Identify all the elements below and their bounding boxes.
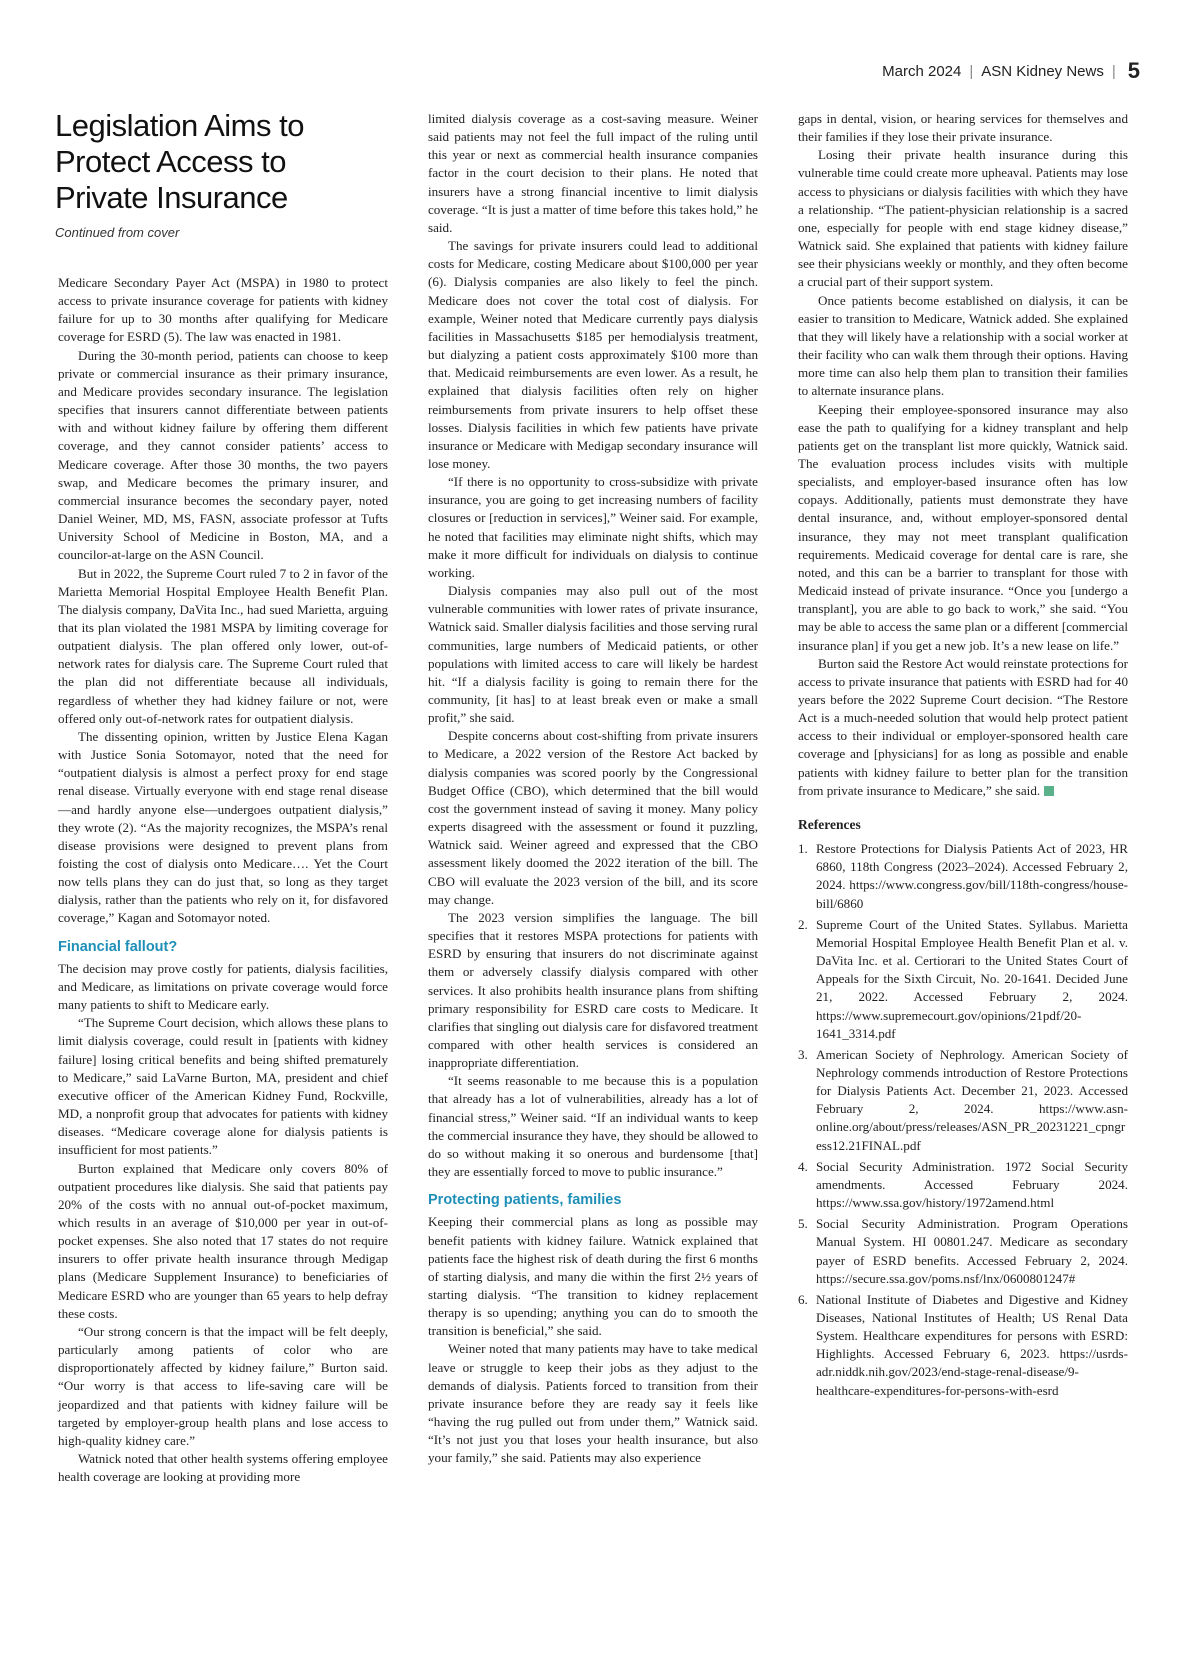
paragraph: “If there is no opportunity to cross-subsidize with private insurance, you are going to get increasing numbers of facility closures or [reduction in services],” Weiner said. For example, he noted that facilities may eliminate night shifts, which may make it more difficult for individuals on dialysis to continue working. — [428, 474, 758, 580]
paragraph: Losing their private health insurance during this vulnerable time could create more upheaval. Patients may lose access to physicians or dialysis facilities with which they have a relationship. “The patient-physician relationship is a sacred one, especially for people with end stage kidney disease,” Watnick said. She explained that patients with kidney failure see their physicians weekly or monthly, and they often become a crucial part of their support system. — [798, 147, 1128, 290]
reference-number: 3. — [798, 1046, 808, 1062]
paragraph: “Our strong concern is that the impact will be felt deeply, particularly among patients of color who are disproportionately affected by kidney failure,” Burton said. “Our worry is that access to life-saving care will be jeopardized and that patients with kidney failure will be targeted by employer-group health plans and lose access to high-quality kidney care.” — [58, 1323, 388, 1448]
reference-text: Restore Protections for Dialysis Patients Act of 2023, HR 6860, 118th Congress (2023–2024). Accessed February 2, 2024. https://www.congress.gov/bill/118th-congress/house-bill/6860 — [816, 841, 1128, 911]
column-3 — [798, 110, 1128, 1403]
header-separator: | — [969, 62, 974, 80]
paragraph: Keeping their employee-sponsored insurance may also ease the path to qualifying for a kidney transplant and help patients get on the transplant list more quickly, Watnick said. The evaluation process includes visits with multiple specialists, and employer-based insurance often has low copays. Additionally, patients must demonstrate they have dental insurance, and, without employer-sponsored dental insurance, they may not meet transplant qualification requirements. Medicaid coverage for dental care is rare, she noted, and this can be a barrier to transplant for those with Medicaid instead of private insurance. “Once you [undergo a transplant], you are able to go back to work,” she said. “You may be able to access the same plan or a different [commercial insurance plan] if you get a new job. It’s a new lease on life.” — [798, 401, 1128, 653]
paragraph: During the 30-month period, patients can choose to keep private or commercial insurance as their primary insurance, and Medicare provides secondary insurance. The legislation specifies that insurers cannot differentiate between patients with and without kidney failure by offering them different coverage, and they cannot consider patients’ access to Medicare coverage. After those 30 months, the two payers swap, and Medicare becomes the primary insurer, and commercial insurance becomes the secondary payer, noted Daniel Weiner, MD, MS, FASN, associate professor at Tufts University School of Medicine in Boston, MA, and a councilor-at-large on the ASN Council. — [58, 347, 388, 563]
reference-item — [798, 1215, 1128, 1288]
reference-number: 6. — [798, 1291, 808, 1307]
references-list — [798, 840, 1128, 1400]
paragraph: The savings for private insurers could lead to additional costs for Medicare, costing Medicare about $100,000 per year (6). Dialysis companies are also likely to feel the pinch. Medicare does not cover the total cost of dialysis. For example, Weiner noted that Medicare currently pays dialysis facilities in Massachusetts $185 per hemodialysis treatment, but dialyzing a patient costs approximately $100 more than that. Medicaid reimbursements are even lower. As a result, he explained that dialysis facilities often rely on higher reimbursements from private insurers to help offset these losses. Dialysis facilities in which few patients have private insurance or Medicare with Medigap secondary insurance will lose money. — [428, 238, 758, 471]
article-title: Legislation Aims to Protect Access to Private Insurance — [55, 108, 304, 215]
reference-item — [798, 840, 1128, 913]
reference-item — [798, 1291, 1128, 1400]
section-heading-financial-fallout: Financial fallout? — [58, 938, 178, 955]
header-separator: | — [1111, 62, 1116, 80]
reference-number: 4. — [798, 1158, 808, 1174]
paragraph: But in 2022, the Supreme Court ruled 7 to 2 in favor of the Marietta Memorial Hospital Employee Health Benefit Plan. The dialysis company, DaVita Inc., had sued Marietta, arguing that its plan violated the 1981 MSPA by limiting coverage for outpatient dialysis. The plan offered only lower, out-of-network rates for dialysis care. The Supreme Court ruled that the plan did not differentiate because all individuals, regardless of whether they had kidney failure or not, were offered only out-of-network rates for outpatient dialysis. — [58, 565, 388, 726]
publication-name: ASN Kidney News — [981, 62, 1104, 80]
paragraph: Despite concerns about cost-shifting from private insurers to Medicare, a 2022 version of the Restore Act backed by dialysis companies was scored poorly by the Congressional Budget Office (CBO), which determined that the bill would cost the government instead of saving it money. Many policy experts disagreed with the assessment or found it puzzling, Watnick said. Weiner agreed and expressed that the CBO assessment likely doomed the 2022 iteration of the bill. The CBO will evaluate the 2023 version of the bill, and its score may change. — [428, 728, 758, 907]
reference-number: 1. — [798, 841, 808, 857]
paragraph: The dissenting opinion, written by Justice Elena Kagan with Justice Sonia Sotomayor, noted that the need for “outpatient dialysis is almost a perfect proxy for end stage renal disease. Virtually everyone with end stage renal disease—and hardly anyone else—undergoes outpatient dialysis,” they wrote (2). “As the majority recognizes, the MSPA’s renal disease provisions were designed to prevent plans from foisting the cost of dialysis onto Medicare…. Yet the Court now tells plans they can do just that, so long as they target dialysis, rather than the patients who rely on it, for disfavored coverage,” Kagan and Sotomayor noted. — [58, 728, 388, 926]
paragraph: limited dialysis coverage as a cost-saving measure. Weiner said patients may not feel the full impact of the ruling until this year or next as commercial health insurance companies factor in the court decision to their plans. He noted that insurers have a strong financial incentive to limit dialysis coverage. “It is just a matter of time before this takes hold,” he said. — [428, 111, 758, 235]
paragraph: Dialysis companies may also pull out of the most vulnerable communities with lower rates of private insurance, Watnick said. Smaller dialysis facilities and those serving rural communities, large numbers of Medicaid patients, or other populations with limited access to care will likely be hardest hit. “If a dialysis facility is going to remain there for the community, [it has] to at least break even or make a small profit,” she said. — [428, 583, 758, 726]
paragraph: Medicare Secondary Payer Act (MSPA) in 1980 to protect access to private insurance coverage for patients with kidney failure for up to 30 months after qualifying for Medicare coverage for ESRD (5). The law was enacted in 1981. — [58, 275, 388, 345]
reference-item — [798, 1046, 1128, 1155]
reference-text: National Institute of Diabetes and Digestive and Kidney Diseases, National Institutes of Health; US Renal Data System. Healthcare expenditures for persons with ESRD: Highlights. Accessed February 6, 2023. https://usrds-adr.niddk.nih.gov/2023/end-stage-renal-disease/9-healthcare-expenditures-for-persons-with-esrd — [816, 1291, 1128, 1398]
issue-date: March 2024 — [882, 62, 962, 80]
continued-note: Continued from cover — [55, 225, 180, 240]
reference-text: Social Security Administration. 1972 Social Security amendments. Accessed February 2024. https://www.ssa.gov/history/1972amend.html — [816, 1158, 1128, 1211]
reference-number: 5. — [798, 1216, 808, 1232]
page-number: 5 — [1127, 58, 1140, 83]
column-1 — [58, 274, 388, 1486]
paragraph-final — [798, 655, 1128, 800]
reference-text: Supreme Court of the United States. Syllabus. Marietta Memorial Hospital Employee Health Benefit Plan et al. v. DaVita Inc. et al. Certiorari to the United States Court of Appeals for the Sixth Circuit, No. 20-1641. Decided June 21, 2022. Accessed February 2, 2024. https://www.supremecourt.gov/opinions/21pdf/20-1641_3314.pdf — [816, 916, 1128, 1041]
paragraph: Burton explained that Medicare only covers 80% of outpatient procedures like dialysis. She said that patients pay 20% of the costs with no annual out-of-pocket maximum, which results in an average of $10,000 per year in out-of-pocket expenses. She also noted that 17 states do not require insurers to offer private health insurance through Medigap plans (Medicare Supplement Insurance) to beneficiaries of Medicare ESRD who are younger than 65 years to help defray these costs. — [58, 1160, 388, 1321]
paragraph: “The Supreme Court decision, which allows these plans to limit dialysis coverage, could result in [patients with kidney failure] losing critical benefits and being shifted prematurely to Medicare,” said LaVarne Burton, MA, president and chief executive officer of the American Kidney Fund, Rockville, MD, a nonprofit group that advocates for patients with kidney diseases. “Medicare coverage alone for dialysis patients is insufficient for most patients.” — [58, 1015, 388, 1158]
reference-item — [798, 1158, 1128, 1212]
end-mark-icon — [1044, 786, 1054, 796]
paragraph: The 2023 version simplifies the language. The bill specifies that it restores MSPA protections for patients with ESRD by ensuring that insurers do not discriminate against them or adversely classify dialysis compared with other services. It also prohibits health insurance plans from shifting primary responsibility for ESRD care costs to Medicare. It clarifies that singling out dialysis care for disfavored treatment compared with other health services is considered an inappropriate differentiation. — [428, 909, 758, 1071]
column-2 — [428, 110, 758, 1468]
reference-text: Social Security Administration. Program Operations Manual System. HI 00801.247. Medicare as secondary payer of ESRD benefits. Accessed February 2, 2024. https://secure.ssa.gov/poms.nsf/lnx/0600801247# — [816, 1216, 1128, 1286]
paragraph: Once patients become established on dialysis, it can be easier to transition to Medicare, Watnick added. She explained that they will likely have a relationship with a social worker at their facility who can walk them through their options. Having more time can also help them plan to transition their families to alternate insurance plans. — [798, 292, 1128, 399]
reference-number: 2. — [798, 916, 808, 932]
references-heading: References — [798, 816, 861, 832]
paragraph: “It seems reasonable to me because this is a population that already has a lot of vulnerabilities, already has a lot of financial stress,” Weiner said. “If an individual wants to keep the commercial insurance they have, they should be allowed to do so without making it so onerous and burdensome [that] they are essentially forced to move to public insurance.” — [428, 1073, 758, 1180]
paragraph-text: Burton said the Restore Act would reinstate protections for access to private insurance that patients with ESRD had for 40 years before the 2022 Supreme Court decision. “The Restore Act is a much-needed solution that would help protect patient access to their individual or employer-sponsored health care coverage and [physicians] for as long as possible and enable patients with kidney failure to better plan for the transition from private insurance to Medicare,” she said. — [798, 655, 1128, 798]
reference-text: American Society of Nephrology. American Society of Nephrology commends introduction of Restore Protections for Dialysis Patients Act. December 21, 2023. Accessed February 2, 2024. https://www.asn-online.org/about/press/releases/ASN_PR_20231221_cpngress12.21FINAL.pdf — [816, 1046, 1128, 1153]
paragraph: The decision may prove costly for patients, dialysis facilities, and Medicare, as limitations on private coverage would force many patients to shift to Medicare early. — [58, 960, 388, 1013]
paragraph: Keeping their commercial plans as long as possible may benefit patients with kidney failure. Watnick explained that patients face the highest risk of death during the first 6 months of starting dialysis, and many die within the first 2½ years of starting dialysis. “The transition to kidney replacement therapy is so upending; anything you can do to smooth the transition is beneficial,” she said. — [428, 1214, 758, 1339]
running-header — [882, 58, 1140, 84]
section-heading-protecting-patients: Protecting patients, families — [428, 1192, 622, 1209]
paragraph: gaps in dental, vision, or hearing services for themselves and their families if they lose their private insurance. — [798, 111, 1128, 145]
reference-item — [798, 916, 1128, 1043]
paragraph: Weiner noted that many patients may have to take medical leave or struggle to keep their jobs as they adjust to the demands of dialysis. Patients forced to transition from their private insurance before they are ready say it feels like “having the rug pulled out from under them,” Watnick said. “It’s not just you that loses your health insurance, but also your family,” she said. Patients may also experience — [428, 1341, 758, 1466]
paragraph: Watnick noted that other health systems offering employee health coverage are looking at providing more — [58, 1451, 388, 1485]
